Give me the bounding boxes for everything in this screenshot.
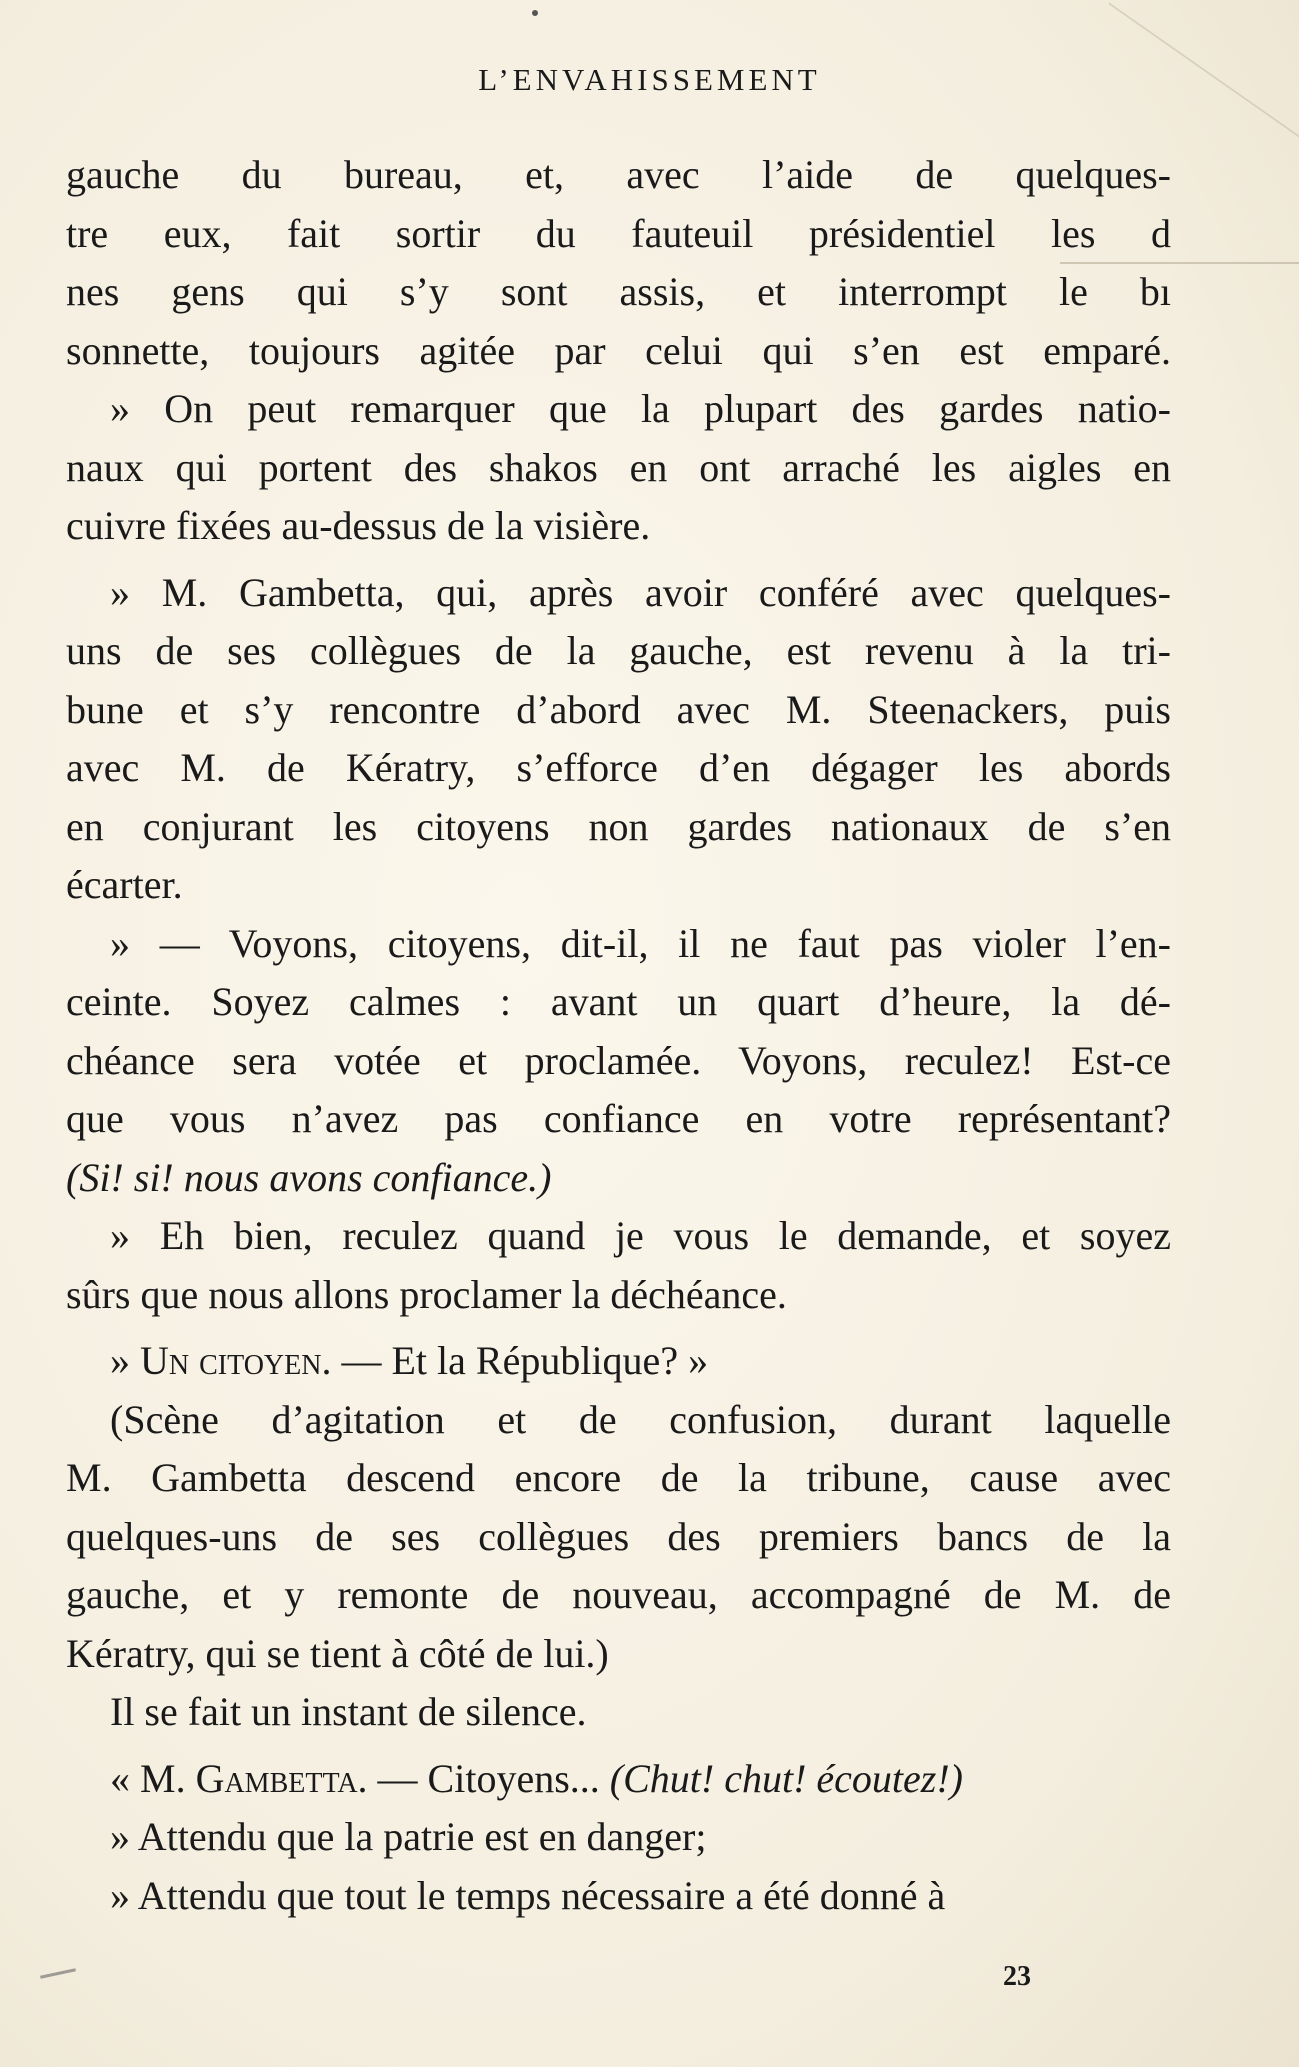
text-line: Il se fait un instant de silence. <box>110 1689 587 1734</box>
dialogue-line <box>66 1332 1171 1391</box>
text-line: bune et s’y rencontre d’abord avec M. Steenackers, puis <box>66 686 1171 732</box>
dialogue-line <box>66 1750 1171 1809</box>
text-line: ceinte. Soyez calmes : avant un quart d’heure, la dé- <box>66 979 1171 1024</box>
page-number: 23 <box>1003 1961 1031 1992</box>
interjection: (Chut! chut! écoutez!) <box>609 1755 963 1801</box>
text-line: tre eux, fait sortir du fauteuil présidentiel les d <box>66 210 1171 256</box>
text-line: » — Voyons, citoyens, dit-il, il ne faut pas violer l’en- <box>110 920 1171 966</box>
text-line: nes gens qui s’y sont assis, et interrompt le bı <box>66 269 1171 314</box>
text-line: » Attendu que la patrie est en danger; <box>110 1814 707 1859</box>
text-line: quelques-uns de ses collègues des premiers bancs de la <box>66 1513 1171 1559</box>
text-line: sûrs que nous allons proclamer la déchéance. <box>66 1271 787 1317</box>
text-line: gauche, et y remonte de nouveau, accompagné de M. de <box>66 1572 1171 1617</box>
speech-text: — Citoyens... <box>367 1755 610 1801</box>
ink-smudge <box>40 1968 76 1978</box>
text-line: » Attendu que tout le temps nécessaire a été donné à <box>110 1872 946 1918</box>
text-line: » M. Gambetta, qui, après avoir conféré avec quelques- <box>110 569 1171 615</box>
quote-mark: » <box>110 1338 140 1383</box>
text-line: en conjurant les citoyens non gardes nationaux de s’en <box>66 803 1171 849</box>
text-line: sonnette, toujours agitée par celui qui s’en est emparé. <box>66 327 1171 373</box>
speaker-name: Gambetta. <box>195 1755 368 1801</box>
text-line: que vous n’avez pas confiance en votre représentant? <box>66 1096 1171 1141</box>
text-line: uns de ses collègues de la gauche, est revenu à la tri- <box>66 628 1171 673</box>
text-line: (Scène d’agitation et de confusion, durant laquelle <box>110 1396 1171 1442</box>
text-line: gauche du bureau, et, avec l’aide de quelques- <box>66 152 1171 197</box>
text-line: Kératry, qui se tient à côté de lui.) <box>66 1630 609 1676</box>
quote-mark: « M. <box>110 1755 196 1801</box>
body-text <box>66 146 1171 1925</box>
text-line: » On peut remarquer que la plupart des gardes natio- <box>110 386 1171 431</box>
text-line: cuivre fixées au-dessus de la visière. <box>66 503 651 548</box>
text-line: chéance sera votée et proclamée. Voyons, reculez! Est-ce <box>66 1037 1171 1083</box>
text-line: écarter. <box>66 862 183 907</box>
interjection-line: (Si! si! nous avons confiance.) <box>66 1154 552 1200</box>
ink-dot <box>532 10 538 16</box>
speaker-name: Un citoyen. <box>140 1338 332 1383</box>
text-line: M. Gambetta descend encore de la tribune, cause avec <box>66 1455 1171 1500</box>
text-line: » Eh bien, reculez quand je vous le demande, et soyez <box>110 1213 1171 1258</box>
text-line: naux qui portent des shakos en ont arraché les aigles en <box>66 444 1171 490</box>
running-title: L’ENVAHISSEMENT <box>478 62 821 97</box>
speech-text: — Et la République? » <box>331 1338 709 1383</box>
text-line: avec M. de Kératry, s’efforce d’en dégager les abords <box>66 745 1171 790</box>
